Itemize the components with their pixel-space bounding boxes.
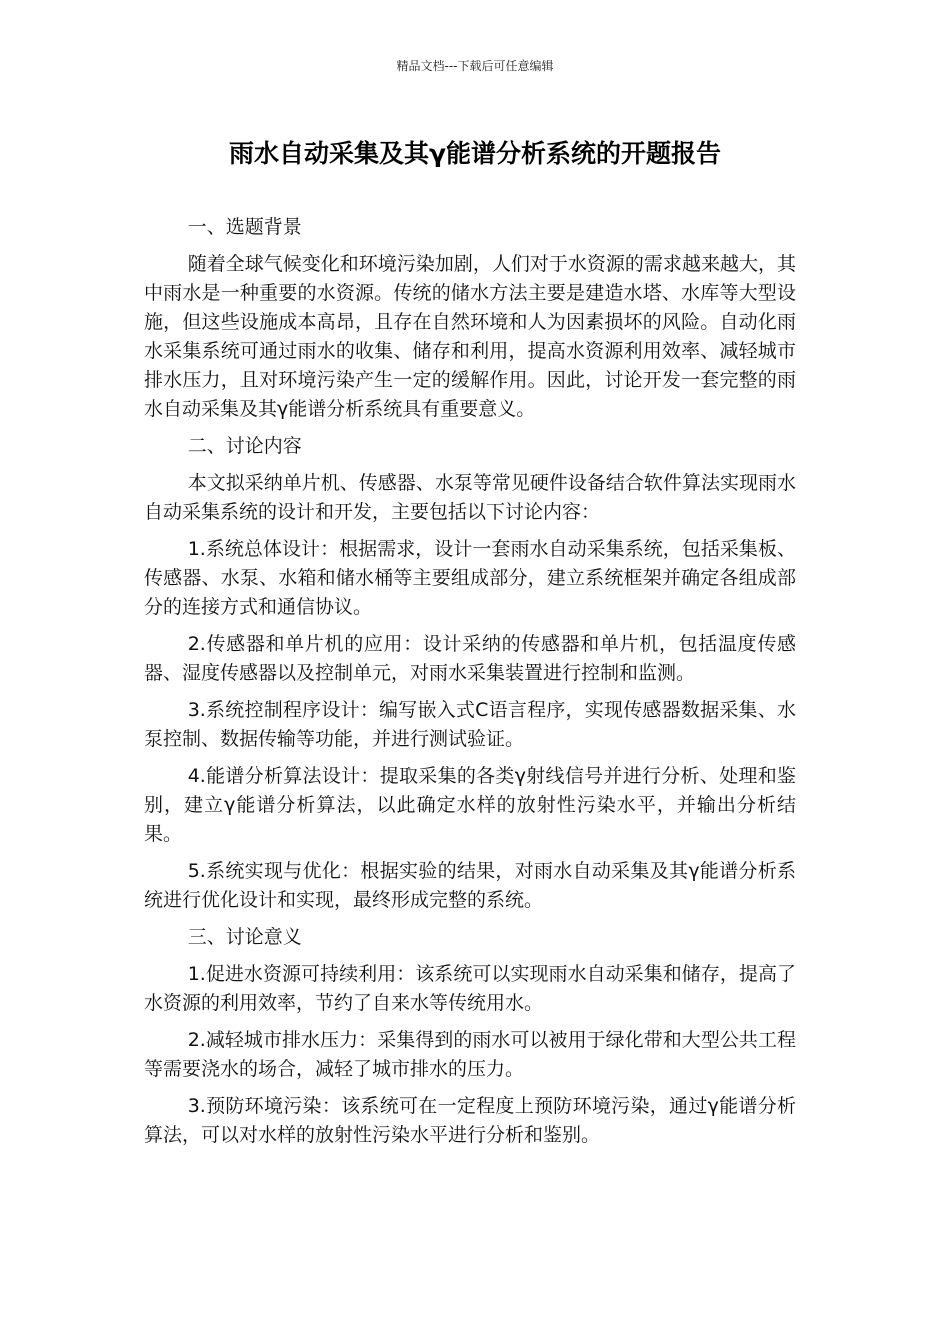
paragraph-content-item-5: 5.系统实现与优化：根据实验的结果，对雨水自动采集及其γ能谱分析系统进行优化设计和实现，最终形成完整的系统。 — [144, 860, 796, 911]
paragraph-content-item-3: 3.系统控制程序设计：编写嵌入式C语言程序，实现传感器数据采集、水泵控制、数据传输等功能，并进行测试验证。 — [144, 699, 796, 750]
paragraph-significance-item-1: 1.促进水资源可持续利用：该系统可以实现雨水自动采集和储存，提高了水资源的利用效率，节约了自来水等传统用水。 — [144, 963, 796, 1014]
paragraph-significance-item-2: 2.减轻城市排水压力：采集得到的雨水可以被用于绿化带和大型公共工程等需要浇水的场合，减轻了城市排水的压力。 — [144, 1029, 796, 1080]
header-note: 精品文档---下载后可任意编辑 — [396, 59, 554, 73]
paragraph-content-intro: 本文拟采纳单片机、传感器、水泵等常见硬件设备结合软件算法实现雨水自动采集系统的设计和开发，主要包括以下讨论内容： — [144, 472, 796, 523]
paragraph-significance-item-3: 3.预防环境污染：该系统可在一定程度上预防环境污染，通过γ能谱分析算法，可以对水样的放射性污染水平进行分析和鉴别。 — [144, 1095, 796, 1146]
document-body — [144, 213, 796, 1158]
paragraph-content-item-1: 1.系统总体设计：根据需求，设计一套雨水自动采集系统，包括采集板、传感器、水泵、水箱和储水桶等主要组成部分，建立系统框架并确定各组成部分的连接方式和通信协议。 — [144, 538, 796, 618]
paragraph-background: 随着全球气候变化和环境污染加剧，人们对于水资源的需求越来越大，其中雨水是一种重要的水资源。传统的储水方法主要是建造水塔、水库等大型设施，但这些设施成本高昂，且存在自然环境和人为因素损坏的风险。自动化雨水采集系统可通过雨水的收集、储存和利用，提高水资源利用效率、减轻城市排水压力，且对环境污染产生一定的缓解作用。因此，讨论开发一套完整的雨水自动采集及其γ能谱分析系统具有重要意义。 — [144, 253, 796, 420]
section-heading-background: 一、选题背景 — [187, 216, 302, 238]
paragraph-content-item-2: 2.传感器和单片机的应用：设计采纳的传感器和单片机，包括温度传感器、湿度传感器以及控制单元，对雨水采集装置进行控制和监测。 — [144, 633, 796, 684]
section-heading-content: 二、讨论内容 — [187, 435, 302, 457]
section-heading-significance: 三、讨论意义 — [187, 926, 302, 948]
paragraph-content-item-4: 4.能谱分析算法设计：提取采集的各类γ射线信号并进行分析、处理和鉴别，建立γ能谱分析算法，以此确定水样的放射性污染水平，并输出分析结果。 — [144, 765, 796, 845]
document-title: 雨水自动采集及其γ能谱分析系统的开题报告 — [228, 139, 722, 168]
